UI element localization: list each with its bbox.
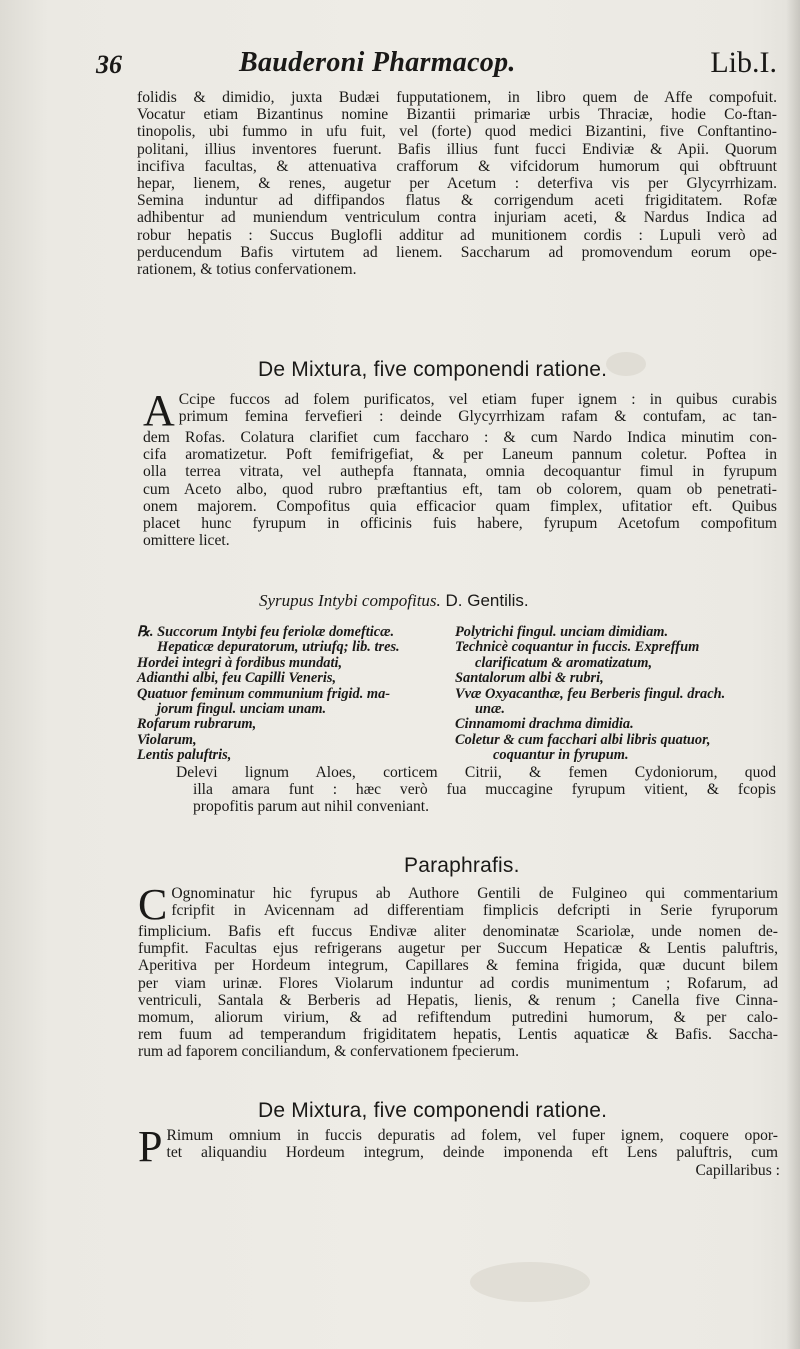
recipe-column-left <box>137 625 455 764</box>
drop-cap: A <box>143 386 175 435</box>
text-line: fcripfit in Avicennam ad differentiam fimplicis defcripti in Serie fyruporum <box>171 902 778 920</box>
text-line: fimplicium. Bafis eft fuccus Endivæ aliter denominatæ Scariolæ, unde nomen de- <box>138 923 778 940</box>
recipe-line: clarificatum & aromatizatum, <box>475 654 653 671</box>
text-line: Rimum omnium in fuccis depuratis ad folem, vel fuper ignem, coquere opor- <box>166 1127 778 1144</box>
text-line: Ognominatur hic fyrupus ab Authore Gentili de Fulgineo qui commentarium <box>171 885 778 902</box>
recipe-line: Technicè coquantur in fuccis. Expreffum <box>455 639 700 656</box>
text-line: per viam urinæ. Flores Violarum induntur ad cordis munimentum ; Rofarum, ad <box>138 974 778 992</box>
text-line: rem fuum ad temperandum frigiditatem hepatis, Lentis aquaticæ & Bafis. Saccha- <box>138 1026 778 1044</box>
paper-stain <box>606 352 646 376</box>
recipe-line: unæ. <box>475 701 505 718</box>
text-line: propofitis parum aut nihil conveniant. <box>193 798 430 816</box>
page-number: 36 <box>96 50 122 79</box>
recipe-line: jorum fingul. unciam unam. <box>157 701 327 718</box>
recipe-title <box>259 591 529 611</box>
text-line: Aperitiva per Hordeum integrum, Capillares & femina frigida, quæ ducunt bilem <box>138 957 778 975</box>
text-line: cifa aromatizetur. Poft femifrigefiat, & per Laneum pannum coletur. Poftea in <box>143 446 777 464</box>
text-line: Delevi lignum Aloes, corticem Citrii, & femen Cydoniorum, quod <box>176 764 776 781</box>
paragraph-paraphrasis <box>138 880 778 1061</box>
text-line: incifiva facultas, & attenuativa crafforum & vifcidorum humorum qui obftruunt <box>137 157 777 175</box>
text-line: folidis & dimidio, juxta Budæi fupputationem, in libro quem de Affe compofuit. <box>137 89 777 106</box>
recipe-line: Lentis paluftris, <box>137 747 232 764</box>
text-line: tinopolis, ubi fummo in ufu fuit, vel (forte) quod medici Bizantini, five Conftantino- <box>137 123 777 141</box>
text-line: omittere licet. <box>143 532 230 550</box>
recipe-line: Violarum, <box>137 731 197 748</box>
recipe-line: Hordei integri à fordibus mundati, <box>137 654 343 671</box>
text-line: cum Aceto albo, quod rubro præftantius eft, tam ob colorem, quam ob penetrati- <box>143 480 777 498</box>
recipe-line: Adianthi albi, feu Capilli Veneris, <box>137 670 337 687</box>
text-line: rationem, & totius confervationem. <box>137 261 357 279</box>
text-line: olla terrea vitrata, vel authepfa ftannata, omnia decoquantur fimul in fyrupum <box>143 463 777 481</box>
recipe-line: Santalorum albi & rubri, <box>455 670 604 687</box>
text-line: primum femina fervefieri : deinde Glycyrrhizam rafam & contufam, ac tan- <box>178 408 777 426</box>
text-line: dem Rofas. Colatura clarifiet cum faccharo : & cum Nardo Indica minutim con- <box>143 429 777 446</box>
recipe-title-author: D. Gentilis. <box>440 591 529 610</box>
paper-stain <box>470 1262 590 1302</box>
recipe-line: coquantur in fyrupum. <box>493 747 629 764</box>
text-line: perducendum Bafis virtutem ad lienem. Saccharum ad promovendum eorum ope- <box>137 243 777 261</box>
text-line: tet aliquandiu Hordeum integrum, deinde imponenda eft Lens paluftris, cum <box>166 1144 778 1162</box>
text-line: onem majorem. Compofitus quia efficacior quam fimplex, ufitatior eft. Quibus <box>143 497 777 515</box>
text-line: adhibentur ad muniendum ventriculum contra injuriam aceti, & Nardus Indica ad <box>137 209 777 227</box>
text-line: politani, illius inventores fuerunt. Bafis illius funt fucci Endiviæ & Apii. Quorum <box>137 140 777 158</box>
book-reference: Lib.I. <box>710 46 777 79</box>
section-heading: De Mixtura, five componendi ratione. <box>258 1099 608 1122</box>
text-line: robur hepatis : Succus Buglofli additur ad munitionem cordis : Lupuli verò ad <box>137 226 777 244</box>
recipe-line: Polytrichi fingul. unciam dimidiam. <box>455 624 669 640</box>
running-head: Bauderoni Pharmacop. <box>239 47 516 78</box>
text-line: fumpfit. Facultas ejus refrigerans augetur per Succum Hepaticæ & Lentis paluftris, <box>138 940 778 958</box>
text-line: hepar, lienem, & renes, augetur per Acetum : deterfiva vis per Glycyrrhizam. <box>137 175 777 193</box>
recipe-line: Cinnamomi drachma dimidia. <box>455 716 634 733</box>
paragraph-intro <box>137 89 777 278</box>
recipe-title-italic: Syrupus Intybi compofitus. <box>259 591 441 610</box>
catchword: Capillaribus : <box>695 1162 780 1179</box>
section-heading: Paraphrafis. <box>404 854 520 877</box>
paragraph-mixtura <box>143 386 777 550</box>
text-line: illa amara funt : hæc verò fua muccagine fyrupum vitient, & fcopis <box>193 781 776 799</box>
recipe-line: ℞. Succorum Intybi feu feriolæ domefticæ. <box>137 624 395 640</box>
section-heading: De Mixtura, five componendi ratione. <box>258 358 608 381</box>
recipe-line: Coletur & cum facchari albi libris quatuor, <box>455 731 711 748</box>
drop-cap: C <box>138 880 168 929</box>
recipe-column-right <box>455 625 780 764</box>
recipe-line: Vvæ Oxyacanthæ, feu Berberis fingul. drach. <box>455 685 726 702</box>
text-line: ventriculi, Santala & Berberis ad Hepatis, lienis, & renum ; Canella five Cinna- <box>138 991 778 1009</box>
drop-cap: P <box>138 1122 163 1171</box>
text-line: rum ad faporem conciliandum, & confervationem fpecierum. <box>138 1043 520 1061</box>
text-line: placet hunc fyrupum in officinis fuis habere, fyrupum Acetofum compofitum <box>143 515 777 533</box>
page-header <box>96 44 781 84</box>
text-line: momum, aliorum virium, & ad refiftendum putredini humorum, & per calo- <box>138 1009 778 1027</box>
recipe-line: Quatuor feminum communium frigid. ma- <box>137 685 391 702</box>
recipe-line: Rofarum rubrarum, <box>137 716 257 733</box>
text-line: Vocatur etiam Bizantinus nomine Bizantii primariæ urbis Thraciæ, hodie Co-ftan- <box>137 106 777 124</box>
recipe-line: Hepaticæ depuratorum, utriufq; lib. tres. <box>157 639 400 656</box>
paragraph-delevi <box>176 764 776 816</box>
text-line: Ccipe fuccos ad folem purificatos, vel etiam fuper ignem : in quibus curabis <box>178 391 777 408</box>
text-line: Semina induntur ad diffipandos flatus & corrigendum aceti frigiditatem. Rofæ <box>137 192 777 210</box>
page-edge-shadow <box>786 0 800 1349</box>
